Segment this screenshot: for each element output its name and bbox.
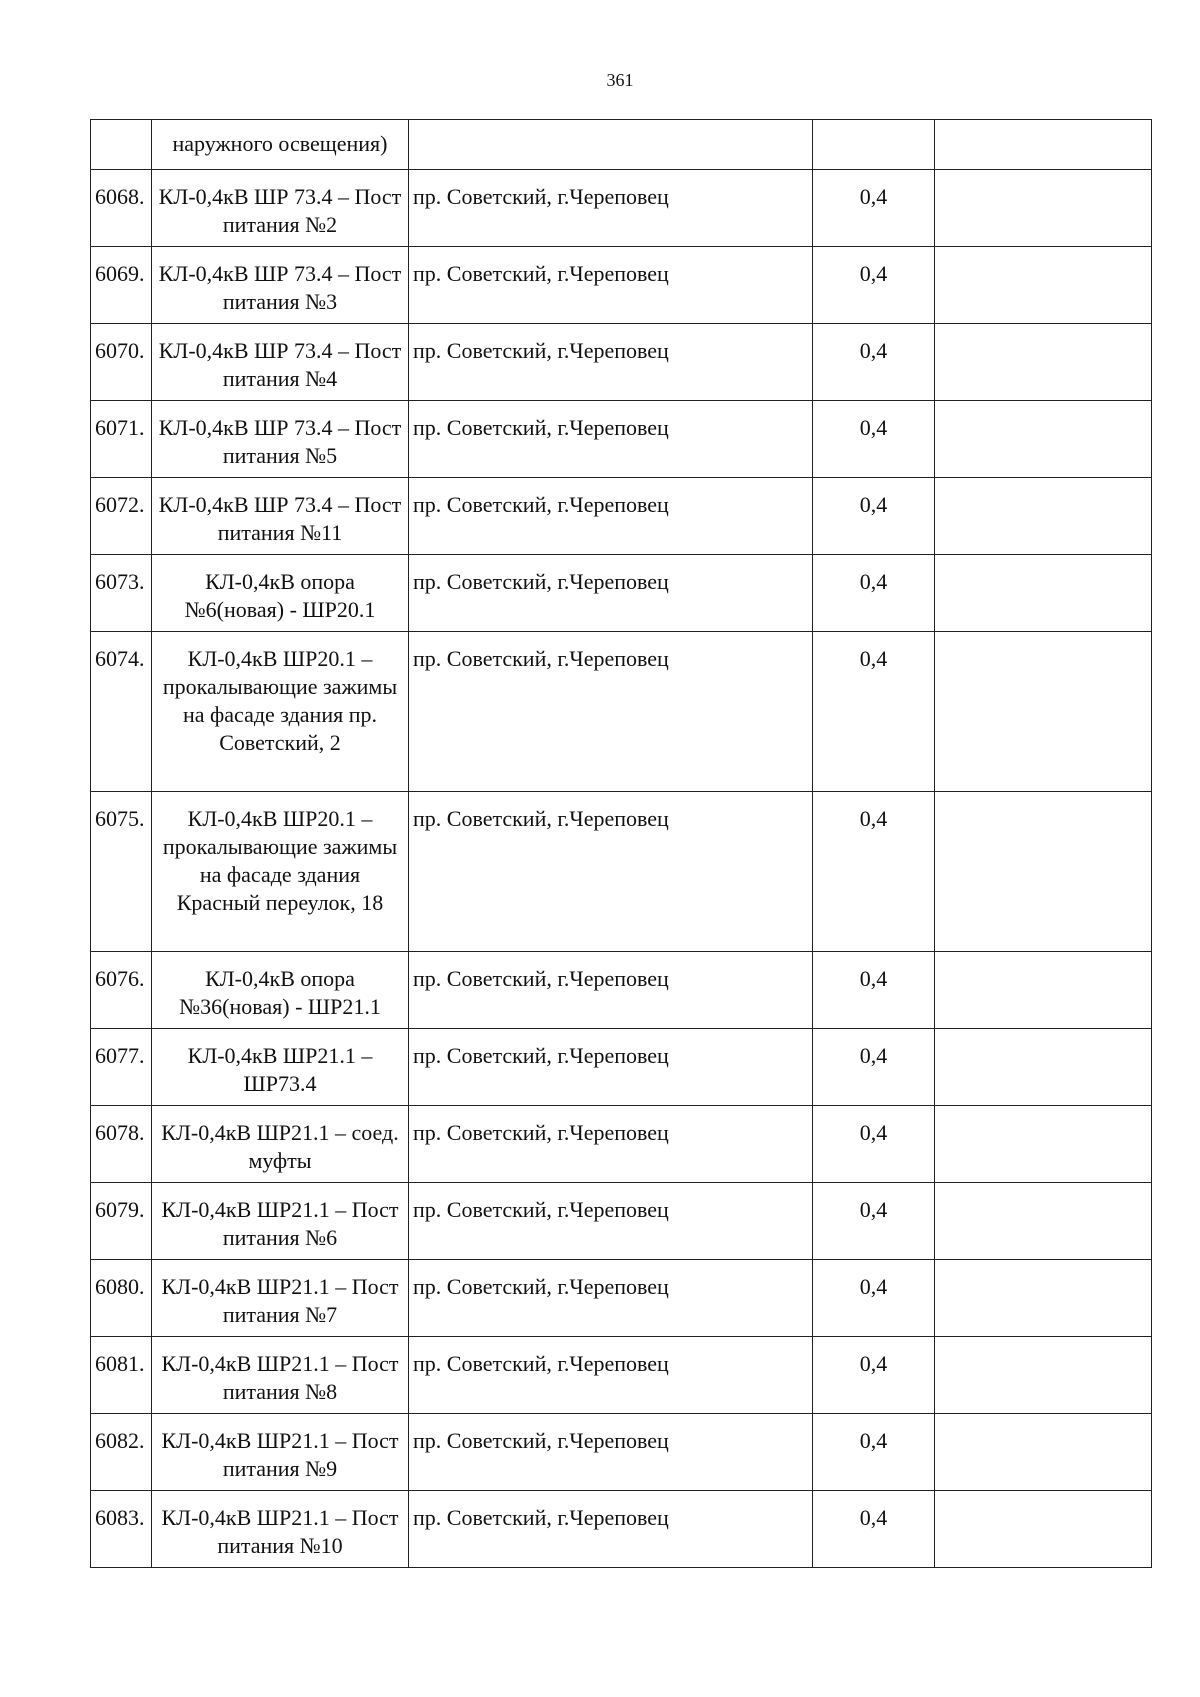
cell-extra: [935, 120, 1152, 170]
cell-voltage: 0,4: [813, 401, 935, 478]
cell-name: КЛ-0,4кВ ШР20.1 – прокалывающие зажимы на фасаде здания Красный переулок, 18: [152, 792, 409, 952]
cell-name: КЛ-0,4кВ ШР21.1 – ШР73.4: [152, 1029, 409, 1106]
cell-address: пр. Советский, г.Череповец: [409, 1260, 813, 1337]
cell-address: пр. Советский, г.Череповец: [409, 247, 813, 324]
cell-voltage: 0,4: [813, 1260, 935, 1337]
table-row: [91, 1106, 1152, 1183]
cell-voltage: 0,4: [813, 792, 935, 952]
cell-voltage: 0,4: [813, 555, 935, 632]
table-row: [91, 1260, 1152, 1337]
cell-num: 6071.: [91, 401, 152, 478]
cell-address: пр. Советский, г.Череповец: [409, 952, 813, 1029]
cell-extra: [935, 555, 1152, 632]
cell-name: КЛ-0,4кВ ШР 73.4 – Пост питания №5: [152, 401, 409, 478]
cell-name: КЛ-0,4кВ ШР20.1 – прокалывающие зажимы на фасаде здания пр. Советский, 2: [152, 632, 409, 792]
cell-voltage: 0,4: [813, 1029, 935, 1106]
cell-name: КЛ-0,4кВ ШР 73.4 – Пост питания №2: [152, 170, 409, 247]
cell-num: 6069.: [91, 247, 152, 324]
cell-num: [91, 120, 152, 170]
cell-voltage: 0,4: [813, 1106, 935, 1183]
cell-extra: [935, 1029, 1152, 1106]
cell-address: пр. Советский, г.Череповец: [409, 401, 813, 478]
cell-voltage: 0,4: [813, 1414, 935, 1491]
table-row: [91, 632, 1152, 792]
cell-extra: [935, 1183, 1152, 1260]
cell-extra: [935, 632, 1152, 792]
cell-num: 6078.: [91, 1106, 152, 1183]
cell-extra: [935, 1414, 1152, 1491]
cell-address: пр. Советский, г.Череповец: [409, 1183, 813, 1260]
registry-table-body: [91, 120, 1152, 1568]
cell-address: пр. Советский, г.Череповец: [409, 1414, 813, 1491]
cell-num: 6082.: [91, 1414, 152, 1491]
cell-address: пр. Советский, г.Череповец: [409, 1491, 813, 1568]
cell-num: 6075.: [91, 792, 152, 952]
cell-address: пр. Советский, г.Череповец: [409, 1337, 813, 1414]
cell-num: 6072.: [91, 478, 152, 555]
cell-name: КЛ-0,4кВ опора №6(новая) - ШР20.1: [152, 555, 409, 632]
cell-name: КЛ-0,4кВ ШР21.1 – соед. муфты: [152, 1106, 409, 1183]
cell-address: пр. Советский, г.Череповец: [409, 555, 813, 632]
table-row: [91, 478, 1152, 555]
cell-address: пр. Советский, г.Череповец: [409, 792, 813, 952]
cell-extra: [935, 170, 1152, 247]
table-row: [91, 1183, 1152, 1260]
cell-address: [409, 120, 813, 170]
cell-extra: [935, 401, 1152, 478]
table-row: [91, 401, 1152, 478]
cell-name: КЛ-0,4кВ ШР21.1 – Пост питания №6: [152, 1183, 409, 1260]
cell-voltage: 0,4: [813, 1183, 935, 1260]
cell-name: КЛ-0,4кВ ШР 73.4 – Пост питания №4: [152, 324, 409, 401]
cell-extra: [935, 478, 1152, 555]
cell-address: пр. Советский, г.Череповец: [409, 324, 813, 401]
cell-name: наружного освещения): [152, 120, 409, 170]
table-row: [91, 952, 1152, 1029]
cell-extra: [935, 1260, 1152, 1337]
cell-extra: [935, 324, 1152, 401]
cell-voltage: 0,4: [813, 632, 935, 792]
cell-voltage: 0,4: [813, 324, 935, 401]
cell-name: КЛ-0,4кВ опора №36(новая) - ШР21.1: [152, 952, 409, 1029]
cell-voltage: [813, 120, 935, 170]
cell-extra: [935, 1337, 1152, 1414]
cell-voltage: 0,4: [813, 170, 935, 247]
table-row: [91, 555, 1152, 632]
cell-address: пр. Советский, г.Череповец: [409, 1029, 813, 1106]
cell-address: пр. Советский, г.Череповец: [409, 1106, 813, 1183]
cell-extra: [935, 952, 1152, 1029]
cell-num: 6079.: [91, 1183, 152, 1260]
cell-name: КЛ-0,4кВ ШР21.1 – Пост питания №8: [152, 1337, 409, 1414]
cell-extra: [935, 1106, 1152, 1183]
cell-num: 6070.: [91, 324, 152, 401]
cell-voltage: 0,4: [813, 478, 935, 555]
cell-name: КЛ-0,4кВ ШР 73.4 – Пост питания №3: [152, 247, 409, 324]
cell-num: 6074.: [91, 632, 152, 792]
page-number: 361: [606, 70, 634, 90]
cell-extra: [935, 792, 1152, 952]
cell-num: 6068.: [91, 170, 152, 247]
cell-name: КЛ-0,4кВ ШР21.1 – Пост питания №7: [152, 1260, 409, 1337]
cell-name: КЛ-0,4кВ ШР21.1 – Пост питания №10: [152, 1491, 409, 1568]
cell-address: пр. Советский, г.Череповец: [409, 632, 813, 792]
table-row: [91, 170, 1152, 247]
table-row: [91, 1491, 1152, 1568]
cell-name: КЛ-0,4кВ ШР21.1 – Пост питания №9: [152, 1414, 409, 1491]
cell-address: пр. Советский, г.Череповец: [409, 478, 813, 555]
table-row: [91, 792, 1152, 952]
cell-extra: [935, 1491, 1152, 1568]
registry-table: [90, 119, 1152, 1568]
cell-voltage: 0,4: [813, 247, 935, 324]
cell-num: 6080.: [91, 1260, 152, 1337]
table-row: [91, 324, 1152, 401]
cell-voltage: 0,4: [813, 1337, 935, 1414]
table-row: [91, 1029, 1152, 1106]
table-row: [91, 247, 1152, 324]
cell-voltage: 0,4: [813, 1491, 935, 1568]
cell-extra: [935, 247, 1152, 324]
cell-num: 6083.: [91, 1491, 152, 1568]
cell-num: 6076.: [91, 952, 152, 1029]
cell-num: 6081.: [91, 1337, 152, 1414]
cell-num: 6077.: [91, 1029, 152, 1106]
table-row: [91, 1337, 1152, 1414]
cell-name: КЛ-0,4кВ ШР 73.4 – Пост питания №11: [152, 478, 409, 555]
table-row-continued: [91, 120, 1152, 170]
cell-voltage: 0,4: [813, 952, 935, 1029]
cell-address: пр. Советский, г.Череповец: [409, 170, 813, 247]
cell-num: 6073.: [91, 555, 152, 632]
table-row: [91, 1414, 1152, 1491]
